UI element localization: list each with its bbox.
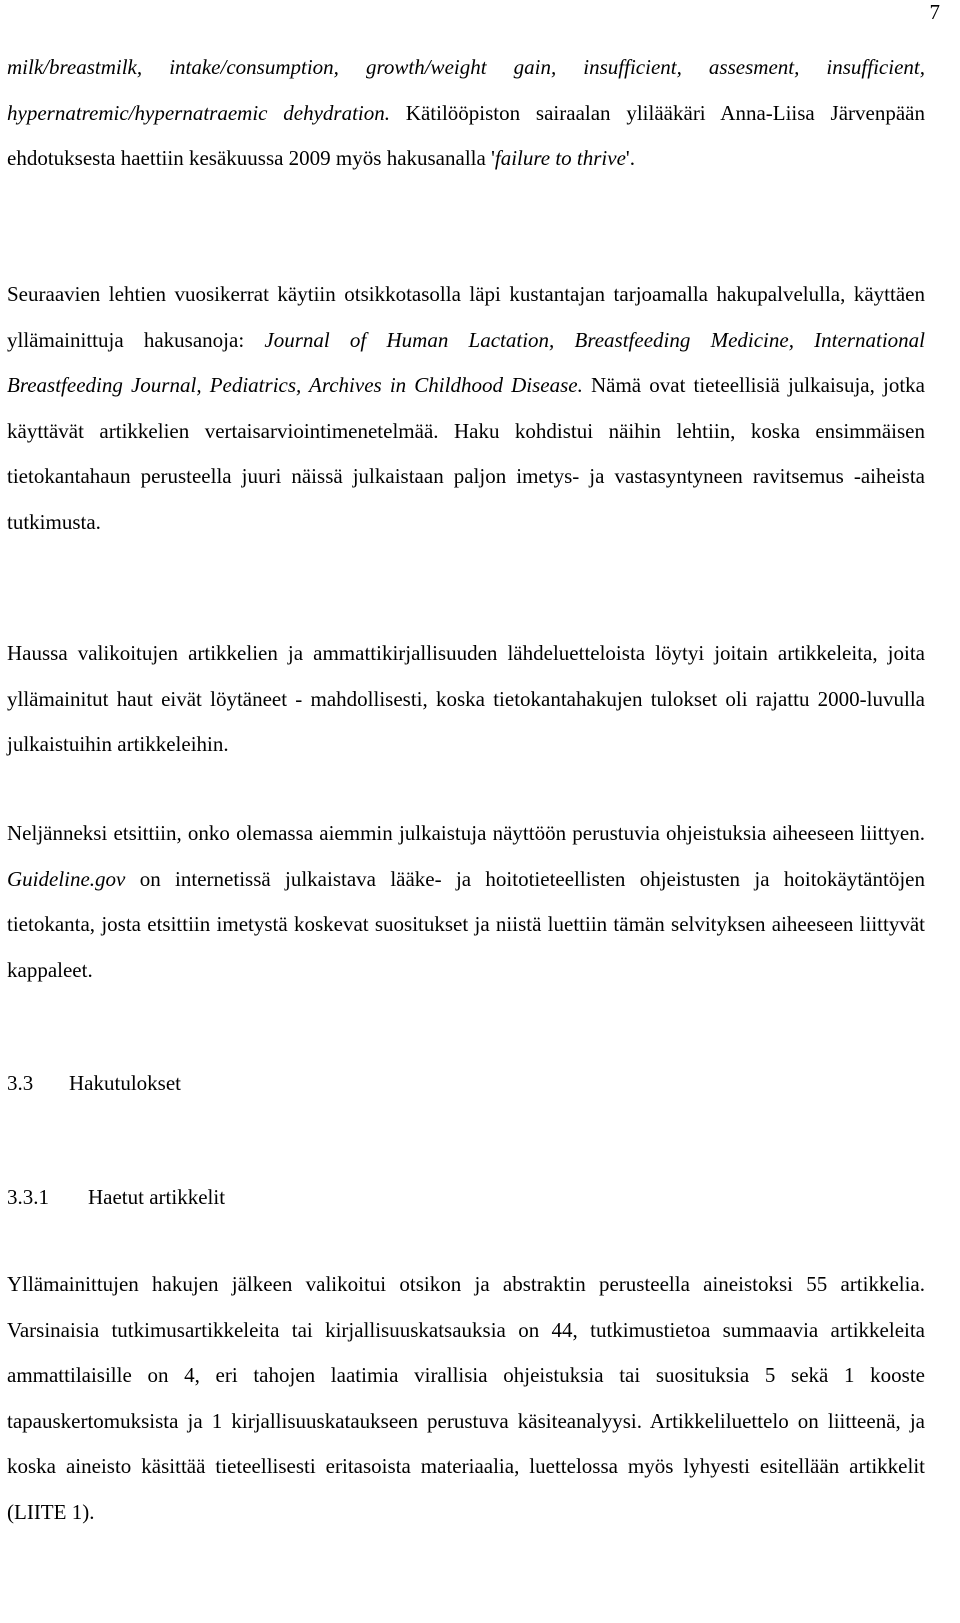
references-text: Haussa valikoitujen artikkelien ja ammattikirjallisuuden lähdeluetteloista löytyi joitain artikkeleita, joita yllämainitut haut eivät löytäneet - mahdollisesti, koska tietokantahakujen tulokset oli rajattu 2000-luvulla julkaistuihin artikkeleihin. [7, 641, 925, 756]
page-number: 7 [929, 0, 940, 24]
paragraph-articles [7, 1262, 925, 1535]
paragraph-references [7, 631, 925, 768]
guidelines-intro: Neljänneksi etsittiin, onko olemassa aiemmin julkaistuja näyttöön perustuvia ohjeistuksia aiheeseen liittyen. [7, 821, 925, 845]
section-heading-3-3-1 [7, 1182, 225, 1212]
paragraph-search-terms [7, 45, 925, 182]
search-terms-text: Kätilööpiston sairaalan ylilääkäri Anna-Liisa Järvenpään ehdotuksesta haettiin kesäkuussa 2009 myös hakusanalla ' [7, 100, 925, 170]
section-heading-3-3 [7, 1068, 181, 1098]
search-terms-italic: milk/breastmilk, intake/consumption, growth/weight gain, insufficient, assesment, insufficient, hypernatremic/hypernatraemic dehydration. [7, 55, 925, 125]
subsection-number: 3.3.1 [7, 1185, 49, 1209]
paragraph-guidelines [7, 811, 925, 993]
journals-intro: Seuraavien lehtien vuosikerrat käytiin otsikkotasolla läpi kustantajan tarjoamalla hakupalvelulla, käyttäen yllämainittuja hakusanoja: [7, 282, 925, 352]
section-number: 3.3 [7, 1071, 34, 1095]
guidelines-rest: on internetissä julkaistava lääke- ja hoitotieteellisten ohjeistusten ja hoitokäytäntöjen tietokanta, josta etsittiin imetystä koskevat suositukset ja niistä luettiin tämän selvityksen aiheeseen liittyvät kappaleet. [7, 866, 925, 982]
section-title: Hakutulokset [69, 1071, 181, 1095]
journals-list-italic: Journal of Human Lactation, Breastfeeding Medicine, International Breastfeeding Journal, Pediatrics, Archives in Childhood Disease. [7, 327, 925, 397]
journals-rest: Nämä ovat tieteellisiä julkaisuja, jotka käyttävät artikkelien vertaisarviointimenetelmää. Haku kohdistui näihin lehtiin, koska ensimmäisen tietokantahaun perusteella juuri näissä julkaistaan paljon imetys- ja vastasyntyneen ravitsemus -aiheista tutkimusta. [7, 373, 925, 534]
search-terms-end: '. [625, 146, 635, 170]
articles-text: Yllämainittujen hakujen jälkeen valikoitui otsikon ja abstraktin perusteella aineistoksi 55 artikkelia. Varsinaisia tutkimusartikkeleita tai kirjallisuuskatsauksia on 44, tutkimustietoa summaavia artikkeleita ammattilaisille on 4, eri tahojen laatimia virallisia ohjeistuksia tai suosituksia 5 sekä 1 kooste tapauskertomuksista ja 1 kirjallisuuskataukseen perustuva käsiteanalyysi. Artikkeliluettelo on liitteenä, ja koska aineisto käsittää tieteellisesti eritasoista materiaalia, luettelossa myös lyhyesti esitellään artikkelit (LIITE 1). [7, 1272, 925, 1524]
guideline-gov-italic: Guideline.gov [7, 866, 126, 891]
paragraph-journals [7, 272, 925, 545]
failure-to-thrive-italic: failure to thrive [494, 146, 626, 170]
subsection-title: Haetut artikkelit [88, 1185, 226, 1209]
